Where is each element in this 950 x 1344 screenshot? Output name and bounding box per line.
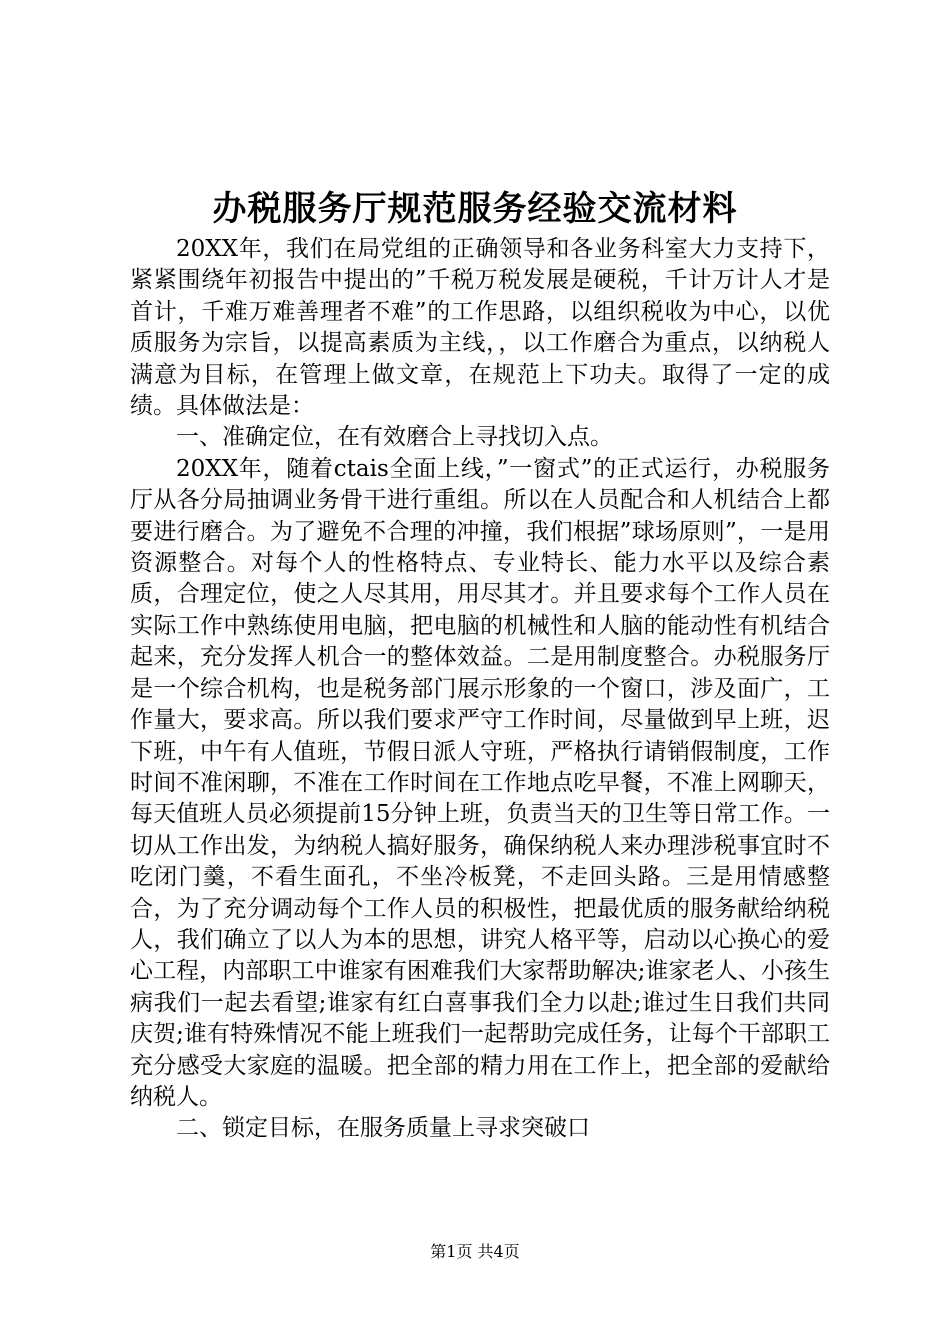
section-1-paragraph: 20XX年，随着ctais全面上线，”一窗式”的正式运行，办税服务厅从各分局抽调业务骨干进行重组。所以在人员配合和人机结合上都要进行磨合。为了避免不合理的冲撞，我们根据”球场原则”，一是用资源整合。对每个人的性格特点、专业特长、能力水平以及综合素质，合理定位，使之人尽其用，用尽其才。并且要求每个工作人员在实际工作中熟练使用电脑，把电脑的机械性和人脑的能动性有机结合起来，充分发挥人机合一的整体效益。二是用制度整合。办税服务厅是一个综合机构，也是税务部门展示形象的一个窗口，涉及面广，工作量大，要求高。所以我们要求严守工作时间，尽量做到早上班，迟下班，中午有人值班，节假日派人守班，严格执行请销假制度，工作时间不准闲聊，不准在工作时间在工作地点吃早餐，不准上网聊天，每天值班人员必须提前15分钟上班，负责当天的卫生等日常工作。一切从工作出发，为纳税人搞好服务，确保纳税人来办理涉税事宜时不吃闭门羹，不看生面孔，不坐冷板凳，不走回头路。三是用情感整合，为了充分调动每个工作人员的积极性，把最优质的服务献给纳税人，我们确立了以人为本的思想，讲究人格平等，启动以心换心的爱心工程，内部职工中谁家有困难我们大家帮助解决;谁家老人、小孩生病我们一起去看望;谁家有红白喜事我们全力以赴;谁过生日我们共同庆贺;谁有特殊情况不能上班我们一起帮助完成任务，让每个干部职工充分感受大家庭的温暖。把全部的精力用在工作上，把全部的爱献给纳税人。: [130, 455, 830, 1110]
document-title: 办税服务厅规范服务经验交流材料: [212, 189, 738, 229]
document-body: [130, 234, 830, 1145]
section-heading-2: 二、锁定目标，在服务质量上寻求突破口: [176, 1115, 590, 1142]
intro-paragraph: 20XX年，我们在局党组的正确领导和各业务科室大力支持下，紧紧围绕年初报告中提出的”千税万税发展是硬税，千计万计人才是首计，千难万难善理者不难”的工作思路，以组织税收为中心，以优质服务为宗旨，以提高素质为主线，，以工作磨合为重点，以纳税人满意为目标，在管理上做文章，在规范上下功夫。取得了一定的成绩。具体做法是：: [130, 236, 830, 420]
section-heading-1: 一、准确定位，在有效磨合上寻找切入点。: [176, 424, 613, 451]
page-number-footer: 第1页 共4页: [430, 1242, 520, 1261]
